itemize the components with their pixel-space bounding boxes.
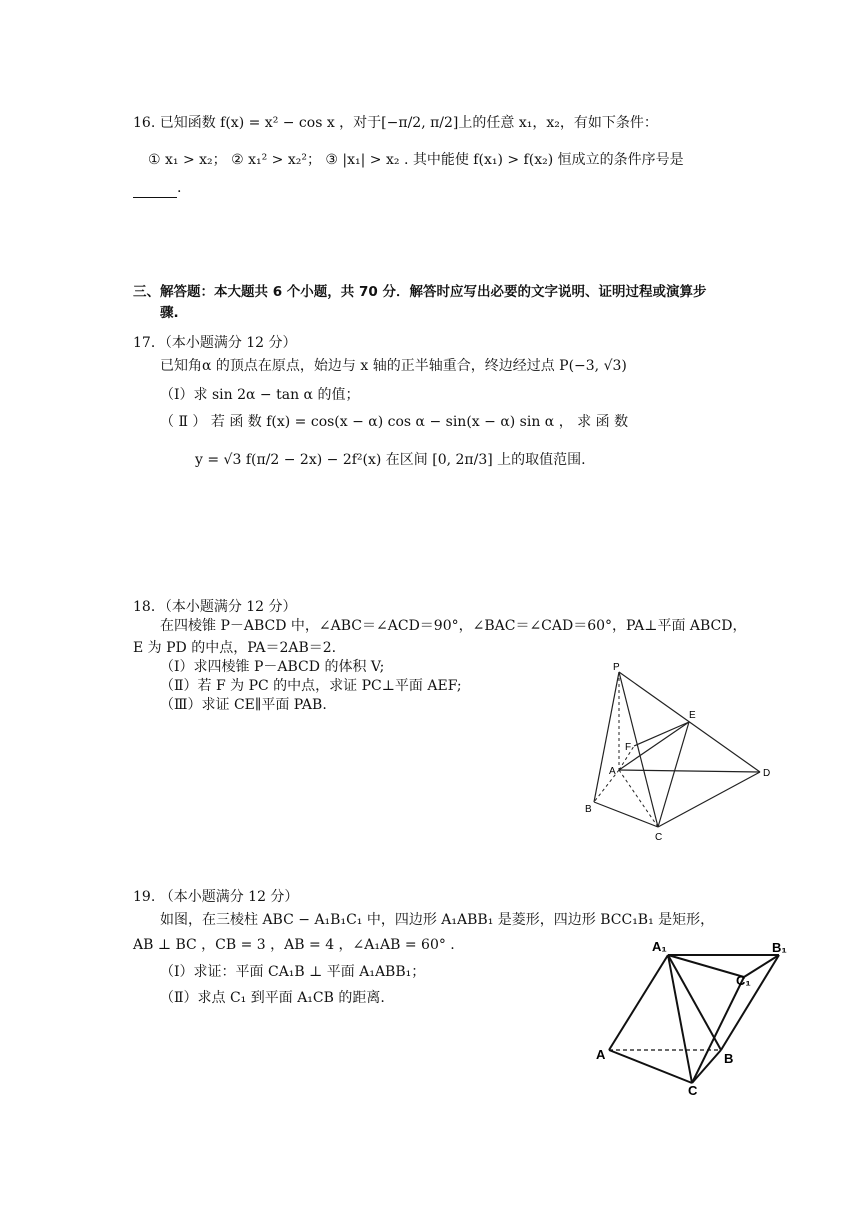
q18-part1: （Ⅰ）求四棱锥 P－ABCD 的体积 V;: [160, 659, 385, 675]
prism-figure: [596, 937, 806, 1097]
label-a: A: [609, 766, 616, 777]
label-b1: B₁: [772, 940, 787, 955]
section3-heading-line2: 骤.: [160, 305, 179, 321]
q18-stem1: 在四棱锥 P－ABCD 中，∠ABC＝∠ACD＝90°，∠BAC＝∠CAD＝60°，PA⊥平面 ABCD，: [160, 618, 747, 634]
label-b: B: [585, 804, 592, 815]
edge-ac: [619, 770, 658, 827]
q17-part2b: y = √3 f(π/2 − 2x) − 2f²(x) 在区间 [0, 2π/3] 上的取值范围.: [195, 452, 586, 468]
q17-stem: 已知角α 的顶点在原点，始边与 x 轴的正半轴重合，终边经过点 P(−3, √3): [160, 358, 627, 374]
label-f: F: [625, 742, 632, 753]
q19-stem2: AB ⊥ BC ，CB = 3 ，AB = 4 ，∠A₁AB = 60° .: [133, 937, 455, 953]
q16-line3: [133, 178, 181, 198]
label-a1: A₁: [652, 939, 667, 954]
edge-ce: [658, 722, 689, 827]
q19-part2: （Ⅱ）求点 C₁ 到平面 A₁CB 的距离.: [160, 990, 385, 1006]
edge-pb: [594, 672, 619, 802]
label-e: E: [689, 710, 696, 721]
edge-a1-c: [668, 955, 692, 1083]
q17-part2: （ Ⅱ ） 若 函 数 f(x) = cos(x − α) cos α − sin(x − α) sin α ， 求 函 数: [160, 414, 629, 430]
section3-heading-line1: 三、解答题：本大题共 6 个小题，共 70 分．解答时应写出必要的文字说明、证明过程或演算步: [133, 284, 707, 300]
edge-bc: [594, 802, 658, 827]
label-c1: C₁: [736, 973, 751, 988]
label-d: D: [763, 768, 771, 779]
label-b: B: [724, 1051, 734, 1066]
label-c: C: [688, 1083, 698, 1097]
q18-part3: （Ⅲ）求证 CE∥平面 PAB.: [160, 697, 327, 713]
pyramid-figure: [583, 660, 783, 860]
q18-part2: （Ⅱ）若 F 为 PC 的中点，求证 PC⊥平面 AEF;: [160, 678, 462, 694]
edge-c1-c: [692, 977, 744, 1083]
q16-line3-end: .: [177, 180, 182, 196]
label-p: P: [613, 662, 620, 673]
edge-ad: [619, 770, 760, 772]
q18-header: 18．（本小题满分 12 分）: [133, 599, 297, 615]
q19-part1: （Ⅰ）求证：平面 CA₁B ⊥ 平面 A₁ABB₁；: [160, 964, 426, 980]
q17-header: 17．（本小题满分 12 分）: [133, 335, 297, 351]
q17-part1: （Ⅰ）求 sin 2α − tan α 的值；: [160, 387, 360, 403]
label-c: C: [655, 832, 663, 843]
edge-ef: [634, 722, 689, 746]
q19-header: 19. （本小题满分 12 分）: [133, 889, 299, 905]
edge-b1-b: [721, 955, 779, 1050]
label-a: A: [596, 1047, 606, 1062]
edge-a-c: [609, 1050, 692, 1083]
answer-blank: [133, 183, 177, 198]
q18-stem2: E 为 PD 的中点，PA＝2AB＝2.: [133, 640, 337, 656]
q16-line2: ① x₁ > x₂； ② x₁² > x₂²； ③ |x₁| > x₂ . 其中能使 f(x₁) > f(x₂) 恒成立的条件序号是: [148, 152, 684, 168]
q16-line1: 16. 已知函数 f(x) = x² − cos x ，对于[−π/2, π/2]上的任意 x₁，x₂，有如下条件：: [133, 115, 658, 131]
q19-stem1: 如图，在三棱柱 ABC − A₁B₁C₁ 中，四边形 A₁ABB₁ 是菱形，四边形 BCC₁B₁ 是矩形，: [160, 912, 715, 928]
edge-cd: [658, 772, 760, 827]
edge-a1-a: [609, 955, 668, 1050]
